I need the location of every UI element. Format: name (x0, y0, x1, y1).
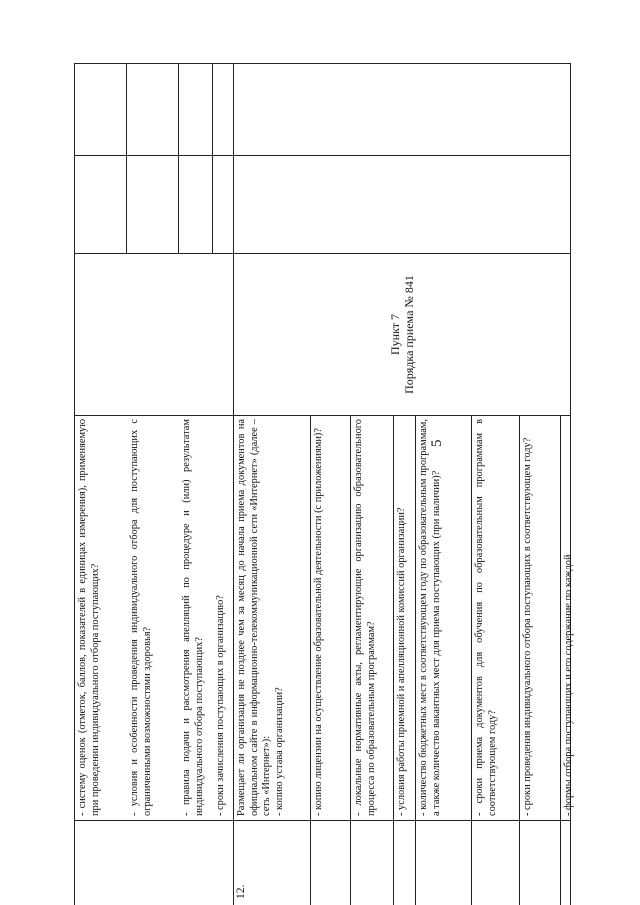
table-rule (212, 63, 213, 253)
item-text: - количество бюджетных мест в соответствующем году по образовательным программам, а также количество вакантных мест для приема поступающих (при наличии)? (418, 419, 442, 816)
item-text: - сроки зачисления поступающих в организацию? (215, 595, 226, 816)
table-column-rule (74, 155, 571, 156)
item-cell (561, 415, 574, 820)
item-cell (472, 415, 519, 820)
item-text: - сроки проведения индивидуального отбора поступающих в соответствующем году? (522, 437, 533, 816)
item-text: - условия и особенности проведения индивидуального отбора для поступающих с ограниченными возможностями здоровья? (129, 419, 153, 816)
reference-line1: Пункт 7 (388, 314, 402, 356)
item-cell (311, 415, 350, 820)
item-text: - сроки приема документов для обучения по образовательным программам в соответствующем году? (474, 419, 498, 816)
item-text: - систему оценок (отметок, баллов, показателей в единицах измерения), применяемую при проведении индивидуального отбора поступающих? (77, 419, 101, 816)
reference-cell (234, 254, 570, 415)
item-text: - правила подачи и рассмотрения апелляций по процедуре и (или) результатам индивидуального отбора поступающих? (181, 419, 205, 816)
table-rule (126, 63, 127, 253)
reference-line2: Порядка приема № 841 (402, 275, 416, 394)
row-number-cell (233, 820, 310, 905)
row-number: 12. (235, 884, 247, 899)
item-cell (234, 415, 310, 820)
table-rule (178, 63, 179, 253)
item-cell (179, 415, 212, 820)
item-cell (394, 415, 415, 820)
table-border-top (74, 63, 571, 64)
item-text: - локальные нормативные акты, регламентирующие организацию образовательного процесса по образовательным программам? (353, 419, 377, 816)
item-cell (75, 415, 126, 820)
reference-text (234, 254, 570, 415)
item-text: - условия работы приемной и апелляционной комиссий организации? (396, 507, 407, 816)
item-text: - формы отбора поступающих и его содержание по каждой (563, 554, 574, 816)
item-cell (351, 415, 393, 820)
page-number: 5 (429, 439, 445, 447)
table-column-rule (74, 820, 571, 821)
item-cell (416, 415, 471, 820)
item-text: - копию лицензии на осуществление образовательной деятельности (с приложениями)? (313, 428, 324, 816)
item-cell (127, 415, 178, 820)
item-text: Размещает ли организация не позднее чем за месяц до начала приема документов на официальном сайте в информационно-телекоммуникационной сети «Интернет» (далее – сеть «Интернет»): - копию устава организации? (236, 419, 285, 816)
item-cell (520, 415, 560, 820)
item-cell (213, 415, 233, 820)
